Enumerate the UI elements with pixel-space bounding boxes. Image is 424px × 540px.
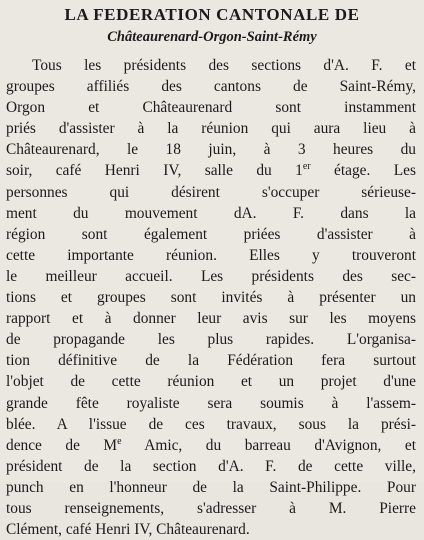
article-line: tous renseignements, s'adresser à M. Pierre <box>6 499 416 517</box>
article-line: tions et groupes sont invités à présenter un <box>6 289 416 307</box>
article-line: personnes qui désirent s'occuper sérieuse- <box>6 183 416 201</box>
article-line: Clément, café Henri IV, Châteaurenard. <box>6 521 250 539</box>
article-line: rapport et à donner leur avis sur les moyens <box>6 310 416 328</box>
article-line: soir, café Henri IV, salle du 1er étage. Les <box>6 161 416 180</box>
article-line: l'objet de cette réunion et un projet d'une <box>6 373 416 391</box>
article-line: blée. A l'issue de ces travaux, sous la prési- <box>6 415 416 433</box>
article-subheadline: Châteaurenard-Orgon-Saint-Rémy <box>107 29 317 45</box>
article-line: de propagande les plus rapides. L'organisa- <box>6 331 416 349</box>
article-headline: LA FEDERATION CANTONALE DE <box>64 5 360 24</box>
article-line: dence de Me Amic, du barreau d'Avignon, et <box>6 435 416 454</box>
article-line: Châteaurenard, le 18 juin, à 3 heures du <box>6 141 416 159</box>
article-line: le meilleur accueil. Les présidents des sec- <box>6 267 416 285</box>
article-line: Orgon et Châteaurenard sont instamment <box>6 99 416 117</box>
article-line: priés d'assister à la réunion qui aura lieu à <box>6 120 416 138</box>
article-line: région sont également priées d'assister à <box>6 225 416 243</box>
article-body <box>6 55 416 540</box>
article-line: ment du mouvement dA. F. dans la <box>6 204 416 222</box>
article-line: grande fête royaliste sera soumis à l'assem- <box>6 394 416 412</box>
article-line: punch en l'honneur de la Saint-Philippe. Pour <box>6 478 416 496</box>
article-line: cette importante réunion. Elles y trouveront <box>6 246 416 264</box>
article-line: tion définitive de la Fédération fera surtout <box>6 352 416 370</box>
article-line: président de la section d'A. F. de cette ville, <box>6 457 416 475</box>
article-line: Tous les présidents des sections d'A. F. et <box>32 57 416 74</box>
article-line: groupes affiliés des cantons de Saint-Rémy, <box>6 78 416 96</box>
